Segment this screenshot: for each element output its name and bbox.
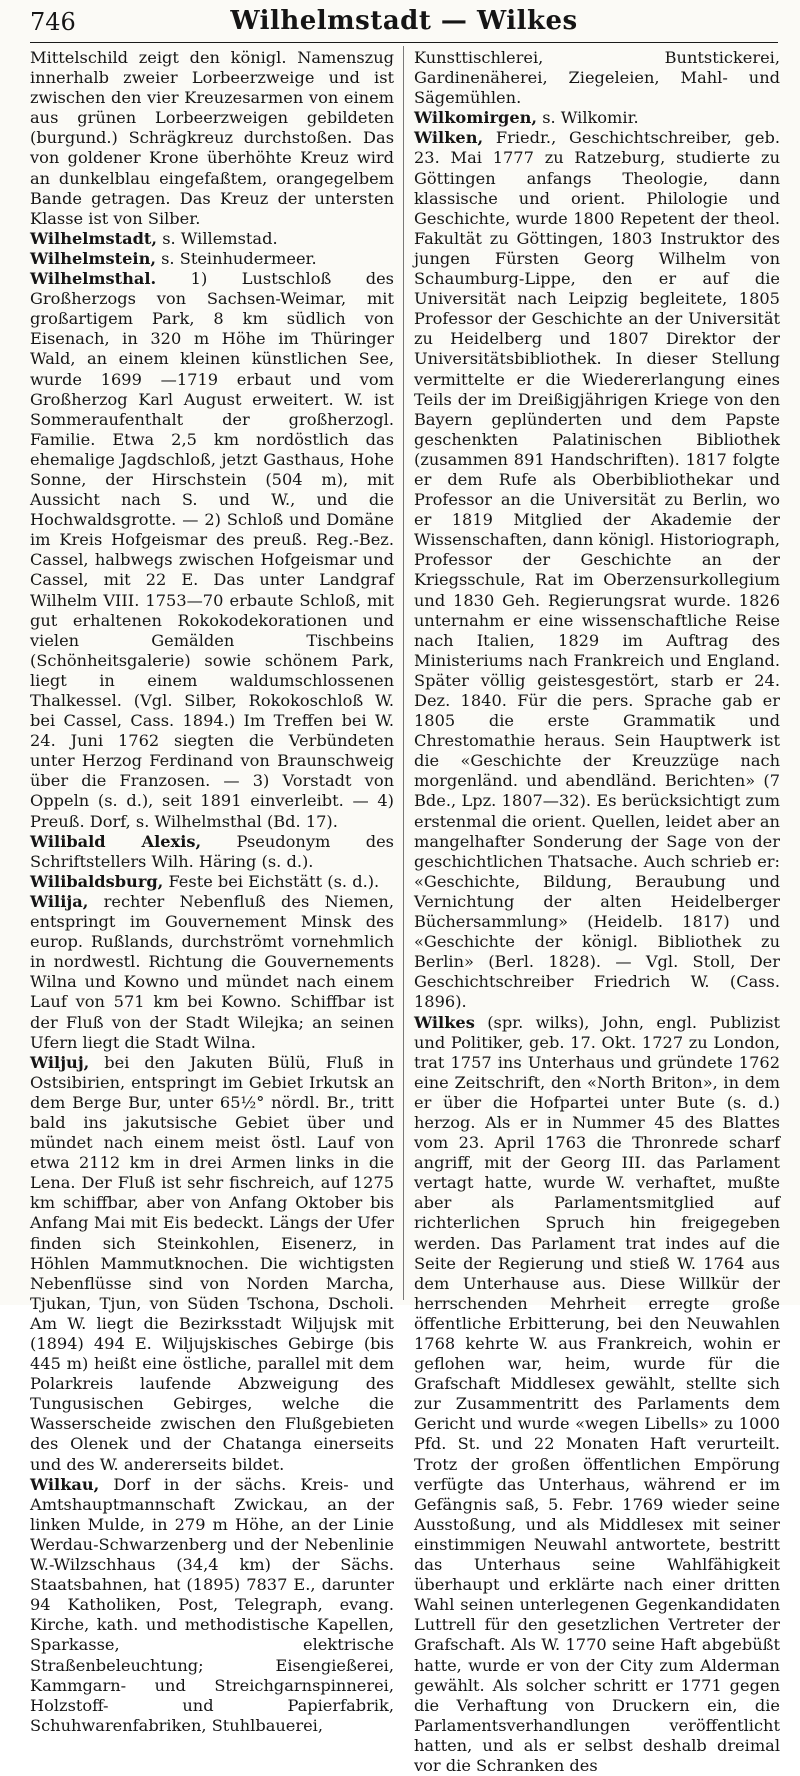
dictionary-entry xyxy=(30,1053,394,1475)
dictionary-entry xyxy=(30,269,394,832)
entry-text: s. Wilkomir. xyxy=(537,108,639,127)
entry-text: rechter Nebenfluß des Niemen, entspringt im Gouvernement Minsk des europ. Rußlands, durchströmt vornehmlich in nordwestl. Richtung die Gouvernements Wilna und Kowno und mündet nach einem Lauf von 571 km bei Kowno. Schiffbar ist der Fluß von der Stadt Wilejka; an seinen Ufern liegt die Stadt Wilna. xyxy=(30,892,394,1052)
entry-headword: Wilkes xyxy=(414,1013,475,1032)
dictionary-entry xyxy=(30,249,394,269)
entry-headword: Wilibald Alexis, xyxy=(30,832,201,851)
dictionary-entry xyxy=(30,229,394,249)
entry-text: Kunsttischlerei, Buntstickerei, Gardinenäherei, Ziegeleien, Mahl- und Sägemühlen. xyxy=(414,48,780,107)
entry-text: s. Steinhudermeer. xyxy=(156,249,317,268)
entry-text: s. Willemstad. xyxy=(157,229,278,248)
page-number: 746 xyxy=(30,8,76,36)
entry-headword: Wilhelmsthal. xyxy=(30,269,156,288)
entry-text: bei den Jakuten Bülü, Fluß in Ostsibirien, entspringt im Gebiet Irkutsk an dem Berge Bur, unter 65½° nördl. Br., tritt bald ins jakutsische Gebiet über und mündet nach einem meist östl. Lauf von etwa 2112 km in drei Armen links in die Lena. Der Fluß ist sehr fischreich, auf 1275 km schiffbar, aber von Anfang Oktober bis Anfang Mai mit Eis bedeckt. Längs der Ufer finden sich Steinkohlen, Eisenerz, in Höhlen Mammutknochen. Die wichtigsten Nebenflüsse sind von Norden Marcha, Tjukan, Tjun, von Süden Tschona, Dscholi. Am W. liegt die Bezirksstadt Wiljujsk mit (1894) 494 E. Wiljujskisches Gebirge (bis 445 m) heißt eine östliche, parallel mit dem Polarkreis laufende Abzweigung des Tungusischen Gebirges, welche die Wasserscheide zwischen den Flußgebieten des Olenek und der Chatanga einerseits und des W. andererseits bildet. xyxy=(30,1053,394,1474)
entry-headword: Wilken, xyxy=(414,128,483,147)
dictionary-entry xyxy=(414,108,780,128)
page-header xyxy=(30,4,778,43)
entry-text: Dorf in der sächs. Kreis- und Amtshauptmannschaft Zwickau, an der linken Mulde, in 279 m Höhe, an der Linie Werdau-Schwarzenberg und der Nebenlinie W.-Wilzschhaus (34,4 km) der Sächs. Staatsbahnen, hat (1895) 7837 E., darunter 94 Katholiken, Post, Telegraph, evang. Kirche, kath. und methodistische Kapellen, Sparkasse, elektrische Straßenbeleuchtung; Eisengießerei, Kammgarn- und Streichgarnspinnerei, Holzstoff- und Papierfabrik, Schuhwarenfabriken, Stuhlbauerei, xyxy=(30,1475,394,1735)
right-column xyxy=(414,48,780,1300)
entry-text: Feste bei Eichstätt (s. d.). xyxy=(163,872,379,891)
column-divider xyxy=(403,46,404,1300)
dictionary-entry xyxy=(30,872,394,892)
entry-continuation xyxy=(30,48,394,229)
entry-headword: Wilhelmstadt, xyxy=(30,229,157,248)
entry-headword: Wilhelmstein, xyxy=(30,249,156,268)
entry-text: Pseudonym des Schriftstellers Wilh. Häring (s. d.). xyxy=(30,832,394,871)
entry-text: Mittelschild zeigt den königl. Namenszug innerhalb zweier Lorbeerzweige und ist zwischen den vier Kreuzesarmen von einem aus grünen Lorbeerzweigen gebildeten (burgund.) Schrägkreuz durchstoßen. Das von goldener Krone überhöhte Kreuz wird an dunkelblau eingefaßtem, orangegelbem Bande getragen. Das Kreuz der untersten Klasse ist von Silber. xyxy=(30,48,394,228)
dictionary-entry xyxy=(414,128,780,1012)
left-column xyxy=(30,48,394,1300)
entry-headword: Wilkau, xyxy=(30,1475,99,1494)
dictionary-entry xyxy=(30,892,394,1053)
entry-text: Friedr., Geschichtschreiber, geb. 23. Mai 1777 zu Ratzeburg, studierte zu Göttingen anfangs Theologie, dann klassische und orient. Philologie und Geschichte, wurde 1800 Repetent der theol. Fakultät zu Göttingen, 1803 Instruktor des jungen Fürsten Georg Wilhelm von Schaumburg-Lippe, den er auf die Universität nach Leipzig begleitete, 1805 Professor der Geschichte an der Universität zu Heidelberg und 1807 Direktor der Universitätsbibliothek. In dieser Stellung vermittelte er die Wiedererlangung eines Teils der im Dreißigjährigen Kriege von den Bayern geplünderten und dem Papste geschenkten Palatinischen Bibliothek (zusammen 891 Handschriften). 1817 folgte er dem Rufe als Oberbibliothekar und Professor an die Universität zu Berlin, wo er 1819 Mitglied der Akademie der Wissenschaften, dann königl. Historiograph, Professor der Geschichte an der Kriegsschule, Rat im Oberzensurkollegium und 1830 Geh. Regierungsrat wurde. 1826 unternahm er eine wissenschaftliche Reise nach Italien, 1829 im Auftrag des Ministeriums nach Frankreich und England. Später völlig geistesgestört, starb er 24. Dez. 1840. Für die pers. Sprache gab er 1805 die erste Grammatik und Chrestomathie heraus. Sein Hauptwerk ist die «Geschichte der Kreuzzüge nach morgenländ. und abendländ. Berichten» (7 Bde., Lpz. 1807—32). Es berücksichtigt zum erstenmal die orient. Quellen, leidet aber an mangelhafter Sonderung der Sage von der geschichtlichen Thatsache. Auch schrieb er: «Geschichte, Bildung, Beraubung und Vernichtung der alten Heidelberger Büchersammlung» (Heidelb. 1817) und «Geschichte der königl. Bibliothek zu Berlin» (Berl. 1828). — Vgl. Stoll, Der Geschichtschreiber Friedrich W. (Cass. 1896). xyxy=(414,128,780,1011)
dictionary-entry xyxy=(30,1475,394,1736)
entry-headword: Wilkomirgen, xyxy=(414,108,537,127)
entry-headword: Wilija, xyxy=(30,892,88,911)
entry-text: 1) Lustschloß des Großherzogs von Sachsen-Weimar, mit großartigem Park, 8 km südlich von Eisenach, in 320 m Höhe im Thüringer Wald, an einem kleinen künstlichen See, wurde 1699 —1719 erbaut und vom Großherzog Karl August erweitert. W. ist Sommeraufenthalt der großherzogl. Familie. Etwa 2,5 km nordöstlich das ehemalige Jagdschloß, jetzt Gasthaus, Hohe Sonne, der Hirschstein (504 m), mit Aussicht nach S. und W., und die Hochwaldsgrotte. — 2) Schloß und Domäne im Kreis Hofgeismar des preuß. Reg.-Bez. Cassel, halbwegs zwischen Hofgeismar und Cassel, mit 22 E. Das unter Landgraf Wilhelm VIII. 1753—70 erbaute Schloß, mit gut erhaltenen Rokokodekorationen und vielen Gemälden Tischbeins (Schönheitsgalerie) sowie schönem Park, liegt in einem waldumschlossenen Thalkessel. (Vgl. Silber, Rokokoschloß W. bei Cassel, Cass. 1894.) Im Treffen bei W. 24. Juni 1762 siegten die Verbündeten unter Herzog Ferdinand von Braunschweig über die Franzosen. — 3) Vorstadt von Oppeln (s. d.), seit 1891 einverleibt. — 4) Preuß. Dorf, s. Wilhelmsthal (Bd. 17). xyxy=(30,269,394,831)
dictionary-entry xyxy=(30,832,394,872)
running-title: Wilhelmstadt — Wilkes xyxy=(30,6,778,36)
entry-headword: Wiljuj, xyxy=(30,1053,89,1072)
entry-continuation xyxy=(414,48,780,108)
entry-headword: Wilibaldsburg, xyxy=(30,872,163,891)
entry-text: (spr. wilks), John, engl. Publizist und Politiker, geb. 17. Okt. 1727 zu London, trat 1757 ins Unterhaus und gründete 1762 eine Zeitschrift, den «North Briton», in dem er über die Hofpartei unter Bute (s. d.) herzog. Als er in Nummer 45 des Blattes vom 23. April 1763 die Thronrede scharf angriff, mit der Georg III. das Parlament vertagt hatte, wurde W. verhaftet, mußte aber als Parlamentsmitglied auf richterlichen Spruch hin freigegeben werden. Das Parlament trat indes auf die Seite der Regierung und stieß W. 1764 aus dem Unterhause aus. Diese Willkür der herrschenden Mehrheit erregte große öffentliche Erbitterung, bei den Neuwahlen 1768 kehrte W. aus Frankreich, wohin er geflohen war, heim, wurde für die Grafschaft Middlesex gewählt, stellte sich zur Zusammentritt des Parlaments dem Gericht und wurde «wegen Libells» zu 1000 Pfd. St. und 22 Monaten Haft verurteilt. Trotz der großen öffentlichen Empörung verfügte das Unterhaus, während er im Gefängnis saß, 5. Febr. 1769 wieder seine Ausstoßung, und als Middlesex mit seiner einstimmigen Neuwahl antwortete, bestritt das Unterhaus seine Wahlfähigkeit überhaupt und erklärte nach einer dritten Wahl seinen unterlegenen Gegenkandidaten Luttrell für den gesetzlichen Vertreter der Grafschaft. Als W. 1770 seine Haft abgebüßt hatte, wurde er von der City zum Alderman gewählt. Als solcher schritt er 1771 gegen die Verhaftung von Druckern ein, die Parlamentsverhandlungen veröffentlicht hatten, und als er selbst deshalb dreimal vor die Schranken des xyxy=(414,1013,780,1775)
dictionary-entry xyxy=(414,1013,780,1776)
